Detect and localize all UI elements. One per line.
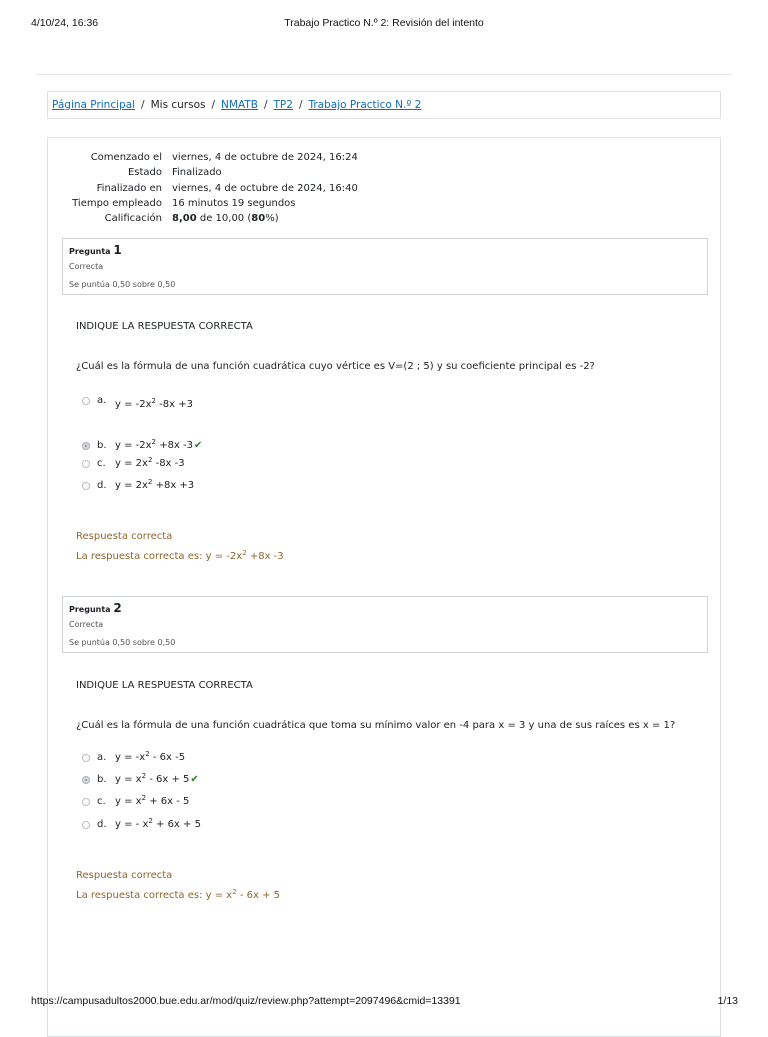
radio-button-selected[interactable] bbox=[82, 776, 90, 784]
question-instruction: INDIQUE LA RESPUESTA CORRECTA bbox=[76, 321, 253, 332]
summary-grade-value bbox=[172, 213, 279, 224]
breadcrumb-activity-link[interactable]: Trabajo Practico N.º 2 bbox=[308, 99, 422, 111]
correct-check-icon: ✔ bbox=[194, 440, 203, 451]
breadcrumb-home-link[interactable]: Página Principal bbox=[52, 99, 136, 111]
radio-button[interactable] bbox=[82, 397, 90, 405]
option-letter: b. bbox=[97, 774, 107, 785]
grade-mid: de 10,00 ( bbox=[196, 213, 252, 225]
option-letter: d. bbox=[97, 819, 107, 830]
radio-button-selected[interactable] bbox=[82, 442, 90, 450]
question-text: ¿Cuál es la fórmula de una función cuadrática cuyo vértice es V=(2 ; 5) y su coeficiente principal es -2? bbox=[76, 361, 595, 372]
question-instruction: INDIQUE LA RESPUESTA CORRECTA bbox=[76, 680, 253, 691]
question-info-box bbox=[62, 596, 708, 653]
formula-exponent: 2 bbox=[151, 438, 157, 446]
feedback-general: Respuesta correcta bbox=[76, 870, 173, 881]
question-state: Correcta bbox=[69, 620, 104, 629]
formula-rest: + 6x - 5 bbox=[146, 796, 190, 807]
formula-base: y = -2x bbox=[115, 399, 152, 410]
formula-rest: -8x -3 bbox=[152, 458, 185, 469]
header-divider bbox=[36, 74, 732, 75]
feedback-right-answer bbox=[76, 890, 280, 901]
option-letter: a. bbox=[97, 395, 107, 406]
print-title: Trabajo Practico N.º 2: Revisión del intento bbox=[284, 17, 484, 29]
formula-base: y = -x bbox=[115, 752, 146, 763]
summary-value: viernes, 4 de octubre de 2024, 16:24 bbox=[172, 152, 358, 163]
grade-score: 8,00 bbox=[172, 213, 197, 225]
print-date: 4/10/24, 16:36 bbox=[31, 17, 99, 29]
grade-end: %) bbox=[265, 213, 279, 225]
question-number bbox=[69, 601, 122, 615]
formula-rest: -8x +3 bbox=[156, 399, 194, 410]
option-letter: a. bbox=[97, 752, 107, 763]
breadcrumb-separator: / bbox=[141, 99, 145, 111]
formula-rest: +8x -3 bbox=[156, 440, 194, 451]
summary-label: Tiempo empleado bbox=[72, 197, 162, 209]
summary-label: Finalizado en bbox=[96, 182, 162, 194]
breadcrumb-separator: / bbox=[263, 99, 268, 111]
breadcrumb-course-link[interactable]: NMATB bbox=[221, 99, 258, 111]
option-letter: d. bbox=[97, 480, 107, 491]
option-letter: c. bbox=[97, 796, 106, 807]
question-label: Pregunta bbox=[69, 247, 114, 256]
feedback-general: Respuesta correcta bbox=[76, 531, 173, 542]
right-answer-base: La respuesta correcta es: y = x bbox=[76, 890, 233, 901]
formula-rest: +8x +3 bbox=[152, 480, 195, 491]
option-formula bbox=[115, 774, 199, 785]
formula-exponent: 2 bbox=[148, 817, 153, 825]
question-number bbox=[69, 243, 122, 257]
formula-exponent: 2 bbox=[147, 456, 153, 464]
option-letter: c. bbox=[97, 458, 106, 469]
radio-button[interactable] bbox=[82, 821, 90, 829]
summary-label: Estado bbox=[127, 167, 162, 179]
right-answer-rest: - 6x + 5 bbox=[236, 890, 281, 901]
formula-base: y = - x bbox=[115, 819, 149, 830]
formula-base: y = x bbox=[115, 796, 142, 807]
breadcrumb-section-link[interactable]: TP2 bbox=[273, 99, 293, 111]
correct-check-icon: ✔ bbox=[190, 774, 199, 785]
breadcrumb bbox=[47, 91, 721, 119]
option-formula bbox=[115, 752, 185, 763]
option-letter: b. bbox=[97, 440, 107, 451]
summary-value: viernes, 4 de octubre de 2024, 16:40 bbox=[172, 182, 358, 194]
right-answer-base: La respuesta correcta es: y = -2x bbox=[76, 551, 243, 562]
formula-exponent: 2 bbox=[151, 397, 157, 405]
radio-button[interactable] bbox=[82, 754, 90, 762]
formula-exponent: 2 bbox=[145, 750, 150, 758]
formula-exponent: 2 bbox=[141, 794, 147, 802]
question-grade: Se puntúa 0,50 sobre 0,50 bbox=[69, 280, 176, 289]
summary-label: Calificación bbox=[104, 213, 162, 225]
option-formula bbox=[115, 440, 202, 451]
right-answer-exponent: 2 bbox=[242, 549, 247, 557]
formula-rest: + 6x + 5 bbox=[152, 819, 201, 830]
print-url: https://campusadultos2000.bue.edu.ar/mod/quiz/review.php?attempt=2097496&cmid=13391 bbox=[31, 995, 461, 1007]
summary-value: 16 minutos 19 segundos bbox=[172, 197, 296, 209]
feedback-right-answer bbox=[76, 551, 284, 562]
formula-base: y = 2x bbox=[115, 458, 148, 469]
radio-button[interactable] bbox=[82, 482, 90, 490]
formula-exponent: 2 bbox=[147, 478, 153, 486]
right-answer-exponent: 2 bbox=[232, 888, 237, 896]
question-label: Pregunta bbox=[69, 605, 114, 614]
right-answer-rest: +8x -3 bbox=[246, 551, 284, 562]
summary-value: Finalizado bbox=[172, 167, 222, 179]
option-formula bbox=[115, 796, 189, 807]
grade-percent: 80 bbox=[251, 213, 266, 225]
question-number-value: 2 bbox=[113, 601, 122, 615]
formula-exponent: 2 bbox=[141, 772, 147, 780]
formula-rest: - 6x -5 bbox=[149, 752, 186, 763]
question-number-value: 1 bbox=[113, 243, 122, 257]
formula-base: y = 2x bbox=[115, 480, 148, 491]
question-grade: Se puntúa 0,50 sobre 0,50 bbox=[69, 638, 176, 647]
question-text: ¿Cuál es la fórmula de una función cuadrática que toma su mínimo valor en -4 para x = 3 y una de sus raíces es x = 1? bbox=[76, 720, 676, 731]
breadcrumb-separator: / bbox=[211, 99, 216, 111]
question-state: Correcta bbox=[69, 262, 104, 271]
formula-rest: - 6x + 5 bbox=[146, 774, 190, 785]
option-formula bbox=[115, 399, 193, 410]
option-formula bbox=[115, 819, 201, 830]
formula-base: y = x bbox=[115, 774, 142, 785]
radio-button[interactable] bbox=[82, 460, 90, 468]
formula-base: y = -2x bbox=[115, 440, 152, 451]
option-formula bbox=[115, 458, 185, 469]
print-page-number: 1/13 bbox=[717, 995, 738, 1007]
summary-label: Comenzado el bbox=[90, 152, 162, 163]
radio-button[interactable] bbox=[82, 798, 90, 806]
breadcrumb-my-courses: Mis cursos bbox=[150, 99, 206, 111]
breadcrumb-separator: / bbox=[298, 99, 303, 111]
question-info-box bbox=[62, 238, 708, 295]
option-formula bbox=[115, 480, 194, 491]
